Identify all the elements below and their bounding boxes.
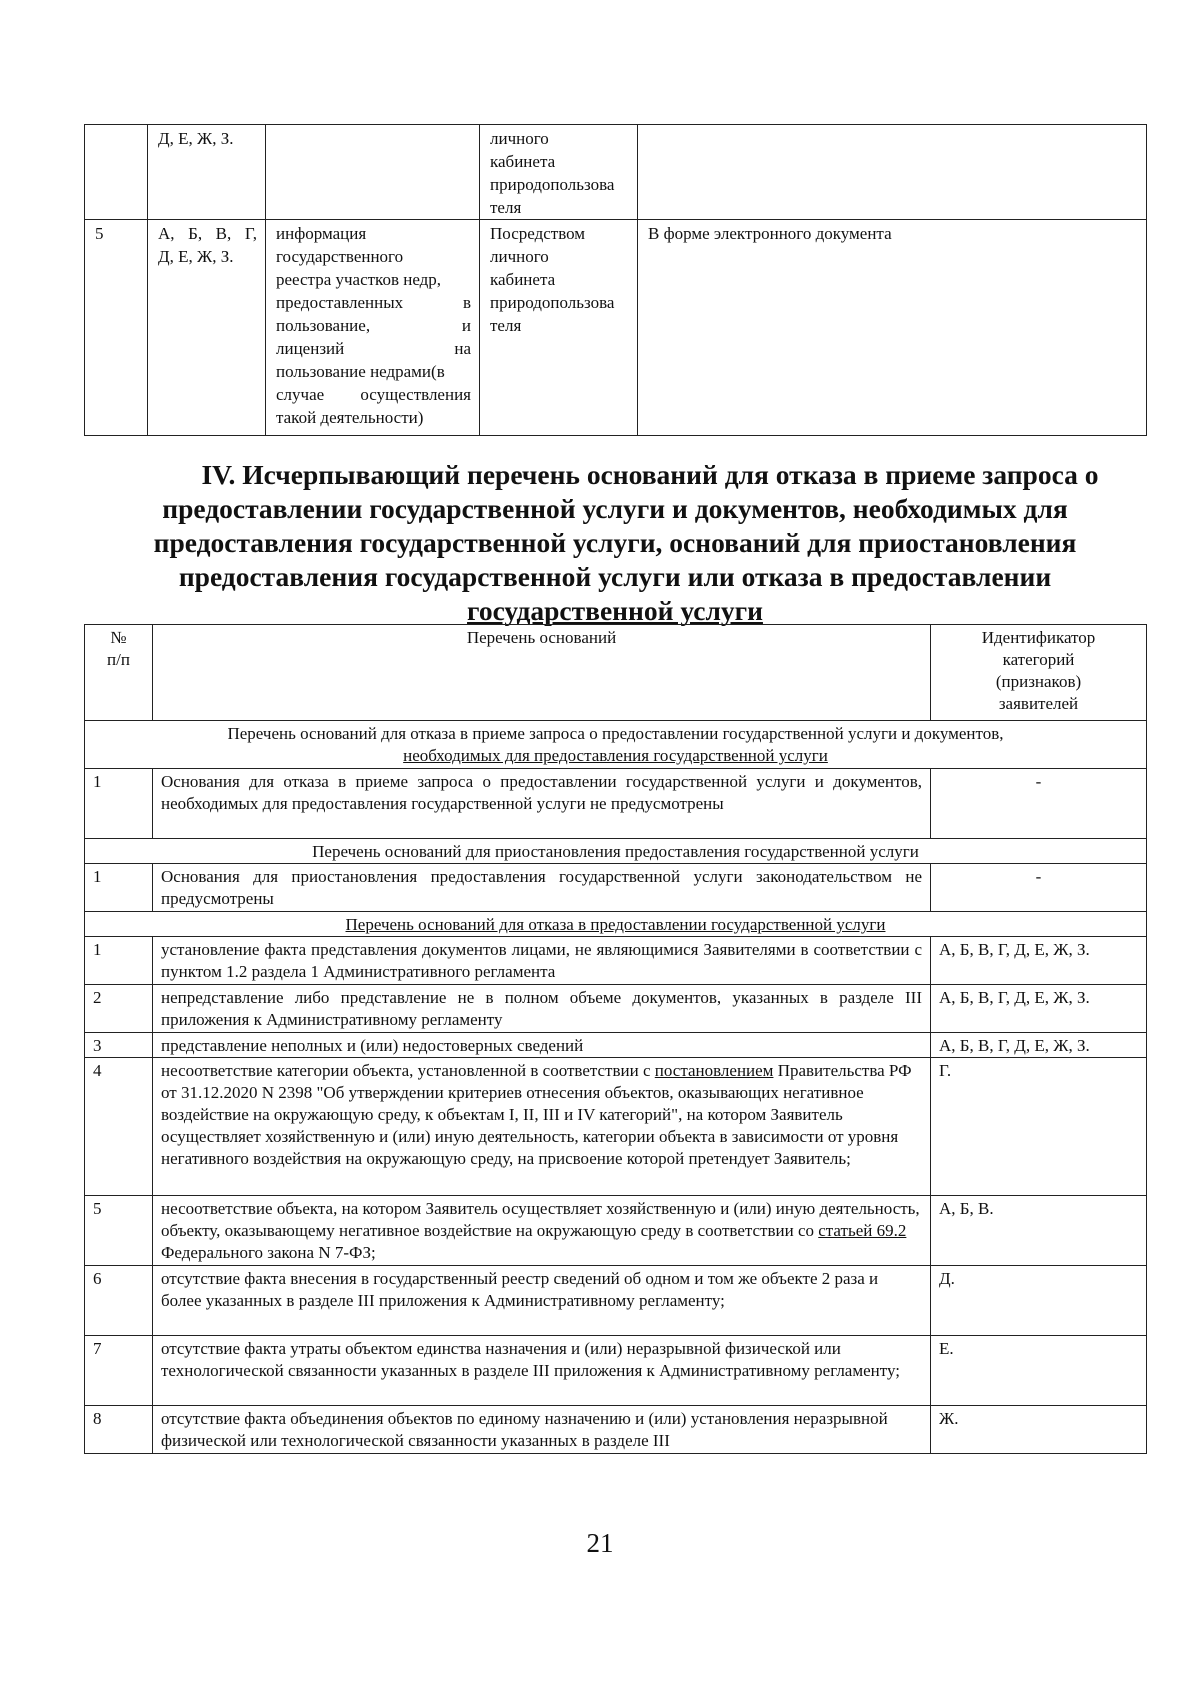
section-title-row [85,912,1147,937]
law-article-link[interactable]: статьей 69.2 [818,1221,907,1240]
row-text: отсутствие факта внесения в государственный реестр сведений об одном и том же объекте 2 раза и более указанных в разделе III приложения к Административному регламенту; [153,1266,931,1336]
row-text: установление факта представления документов лицами, не являющимися Заявителями в соответствии с пунктом 1.2 раздела 1 Административного регламента [153,937,931,985]
cell-line: Д, Е, Ж, З. [158,247,234,266]
row-num: 4 [85,1058,153,1196]
header-id [931,625,1147,721]
row-num: 6 [85,1266,153,1336]
table-cell-method [480,125,638,220]
row-text: отсутствие факта утраты объектом единства назначения и (или) неразрывной физической или технологической связанности указанных в разделе III приложения к Административному регламенту; [153,1336,931,1406]
row-id: - [931,769,1147,839]
row-text: непредставление либо представление не в полном объеме документов, указанных в разделе III приложения к Административному регламенту [153,985,931,1033]
cell-line: лицензий на [276,339,471,358]
cell-line: теля [490,316,522,335]
row-text [153,1196,931,1266]
row-text: представление неполных и (или) недостоверных сведений [153,1033,931,1058]
row-id: А, Б, В, Г, Д, Е, Ж, З. [931,937,1147,985]
row-id: А, Б, В. [931,1196,1147,1266]
row-text [153,1058,931,1196]
cell-line: Посредством [490,224,586,243]
cell-line: личного [490,129,549,148]
row-text-part: Федерального закона N 7-ФЗ; [161,1243,376,1262]
row-num: 3 [85,1033,153,1058]
row-num: 7 [85,1336,153,1406]
row-num: 1 [85,864,153,912]
cell-line: природопользова [490,175,615,194]
section-title-line: необходимых для предоставления государственной услуги [403,746,828,765]
table-row [85,1266,1147,1336]
grounds-table [84,624,1147,1454]
header-list: Перечень оснований [153,625,931,721]
row-text: Основания для отказа в приеме запроса о предоставлении государственной услуги и документов, необходимых для предоставления государственной услуги не предусмотрены [153,769,931,839]
table-row [85,769,1147,839]
section-title [85,721,1147,769]
table-row [85,985,1147,1033]
row-num: 2 [85,985,153,1033]
row-id: А, Б, В, Г, Д, Е, Ж, З. [931,1033,1147,1058]
header-line: заявителей [998,694,1079,713]
heading-line: предоставлении государственной услуги и документов, необходимых для [162,493,1068,524]
cell-line: пользование, и [276,316,471,335]
cell-line: кабинета [490,152,556,171]
table-cell-num: 5 [85,220,148,436]
table-cell-info [266,125,480,220]
header-line: № [110,628,127,647]
cell-line: А, Б, В, Г, [158,224,257,243]
heading-line: предоставления государственной услуги или отказа в предоставлении [178,561,1052,592]
section-title: Перечень оснований для приостановления предоставления государственной услуги [85,839,1147,864]
page-number: 21 [586,1528,614,1558]
cell-line: случае осуществления [276,385,471,404]
table-row [85,1058,1147,1196]
heading-line: предоставления государственной услуги, оснований для приостановления [153,527,1077,558]
header-line: (признаков) [995,672,1082,691]
row-id: А, Б, В, Г, Д, Е, Ж, З. [931,985,1147,1033]
row-num: 1 [85,937,153,985]
table-row [85,937,1147,985]
table-row [85,220,1147,436]
cell-line: реестра участков недр, [276,270,442,289]
row-id: Г. [931,1058,1147,1196]
row-num: 8 [85,1406,153,1454]
row-id: Е. [931,1336,1147,1406]
top-continuation-table [84,124,1147,436]
table-cell-categories [148,220,266,436]
cell-line: природопользова [490,293,615,312]
cell-line: теля [490,198,522,217]
section-title-line: Перечень оснований для отказа в приеме запроса о предоставлении государственной услуги и документов, [227,724,1004,743]
section-heading [84,458,1146,628]
row-num: 1 [85,769,153,839]
table-cell-num [85,125,148,220]
table-row [85,1336,1147,1406]
heading-line: государственной услуги [467,595,763,626]
header-line: п/п [107,650,130,669]
heading-line: IV. Исчерпывающий перечень оснований для отказа в приеме запроса о [201,459,1099,490]
row-text-part: Правительства РФ от 31.12.2020 N 2398 "Об утверждении критериев отнесения объектов, оказывающих негативное воздействие на окружающую среду, к объектам I, II, III и IV категорий", на котором Заявитель осуществляет хозяйственную и (или) иную деятельность, категории объекта в зависимости от уровня негативного воздействия на окружающую среду, на присвоение которой претендует Заявитель; [161,1061,912,1168]
cell-line: пользование недрами(в [276,362,445,381]
row-id: Ж. [931,1406,1147,1454]
cell-line: личного [490,247,549,266]
table-row [85,1033,1147,1058]
row-num: 5 [85,1196,153,1266]
table-cell-form [638,125,1147,220]
cell-line: такой деятельности) [276,408,424,427]
table-cell-info [266,220,480,436]
cell-line: государственного [276,247,404,266]
section-title-row [85,839,1147,864]
table-cell-categories: Д, Е, Ж, З. [148,125,266,220]
table-cell-form: В форме электронного документа [638,220,1147,436]
section-title-row [85,721,1147,769]
table-header-row [85,625,1147,721]
table-cell-method [480,220,638,436]
header-num [85,625,153,721]
section-title: Перечень оснований для отказа в предоставлении государственной услуги [85,912,1147,937]
table-row [85,1406,1147,1454]
cell-line: предоставленных в [276,293,471,312]
cell-line: информация [276,224,367,243]
row-text-part: несоответствие категории объекта, установленной в соответствии с [161,1061,655,1080]
row-id: Д. [931,1266,1147,1336]
header-line: Идентификатор [981,628,1096,647]
cell-line: кабинета [490,270,556,289]
regulation-link[interactable]: постановлением [654,1061,774,1080]
table-row [85,1196,1147,1266]
table-row [85,864,1147,912]
table-row [85,125,1147,220]
row-id: - [931,864,1147,912]
row-text: Основания для приостановления предоставления государственной услуги законодательством не предусмотрены [153,864,931,912]
row-text: отсутствие факта объединения объектов по единому назначению и (или) установления неразрывной физической или технологической связанности указанных в разделе III [153,1406,931,1454]
header-line: категорий [1002,650,1075,669]
row-text-part: несоответствие объекта, на котором Заявитель осуществляет хозяйственную и (или) иную деятельность, объекту, оказывающему негативное воздействие на окружающую среду в соответствии со [161,1199,920,1240]
